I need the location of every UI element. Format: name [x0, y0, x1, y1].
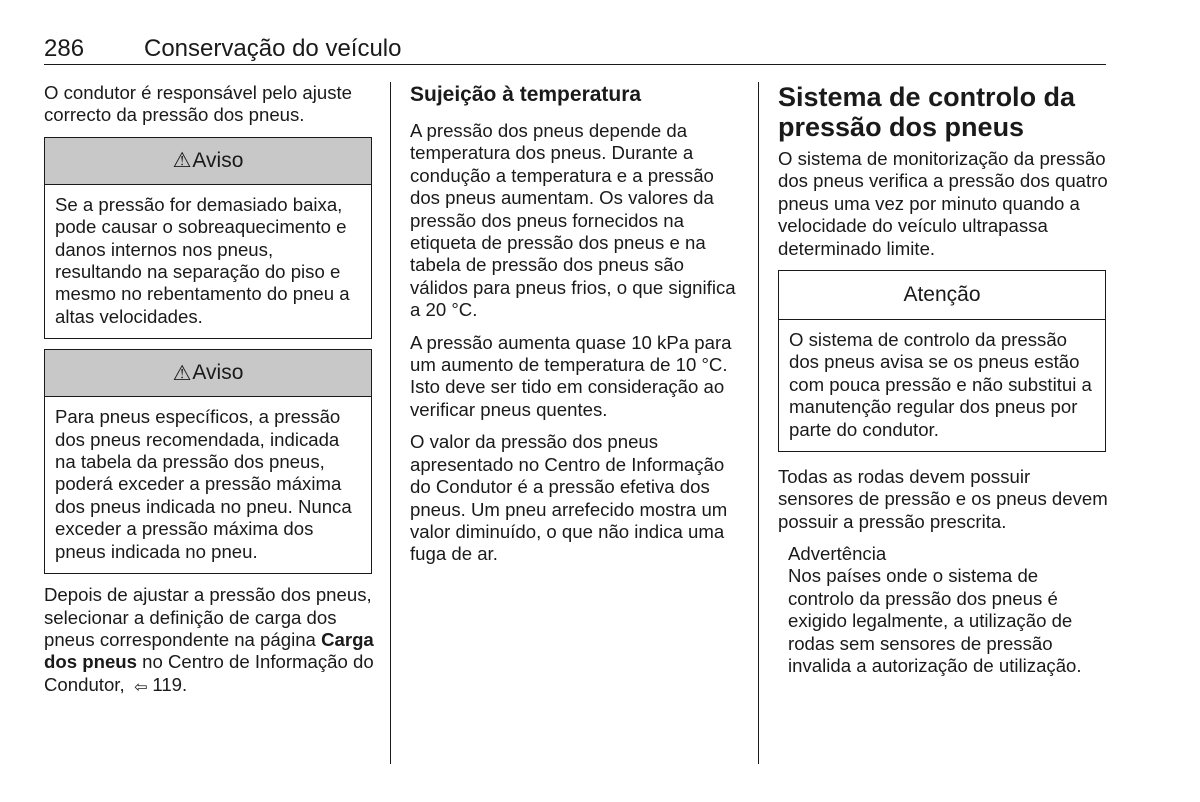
column-left — [44, 82, 374, 698]
attention-title: Atenção — [903, 283, 981, 307]
paragraph: A pressão aumenta quase 10 kPa para um aumento de temperatura de 10 °C. Isto deve ser tido em consideração ao verificar pneus quentes. — [410, 331, 732, 420]
paragraph-text: Depois de ajustar a pressão dos pneus, selecionar a definição de carga dos pneus correspondente na página — [44, 584, 372, 650]
column-middle — [410, 82, 744, 566]
warning-text: Para pneus específicos, a pressão dos pneus recomendada, indicada na tabela da pressão dos pneus, poderá exceder a pressão máxima dos pneus indicada no pneu. Nunca exceder a pressão máxima dos pneus indicada no pneu. — [55, 406, 352, 562]
note-text: Nos países onde o sistema de controlo da pressão dos pneus é exigido legalmente, a utilização de rodas sem sensores de pressão invalida a autorização de utilização. — [788, 565, 1082, 676]
column-divider — [758, 82, 759, 764]
warning-triangle-icon: ⚠ — [172, 149, 192, 173]
section-heading: Sistema de controlo da pressão dos pneus — [778, 82, 1076, 142]
warning-box — [44, 137, 372, 339]
attention-text: O sistema de controlo da pressão dos pneus avisa se os pneus estão com pouca pressão e não substitui a manutenção regular dos pneus por parte do condutor. — [789, 329, 1092, 440]
intro-paragraph: O condutor é responsável pelo ajuste correcto da pressão dos pneus. — [44, 82, 353, 126]
column-right — [778, 82, 1108, 677]
note-label: Advertência — [788, 543, 887, 565]
column-divider — [390, 82, 391, 764]
paragraph-text: no Centro de Informação do Condutor, — [44, 651, 374, 695]
warning-box — [44, 349, 372, 574]
warning-title: Aviso — [192, 148, 244, 172]
paragraph: O sistema de monitorização da pressão dos pneus verifica a pressão dos quatro pneus uma vez por minuto quando a velocidade do veículo ultrapassa determinado limite. — [778, 148, 1108, 259]
page-reference: 119. — [152, 673, 188, 695]
load-setting-paragraph — [44, 584, 374, 698]
subheading: Sujeição à temperatura — [410, 83, 642, 106]
page-title: Conservação do veículo — [144, 35, 402, 62]
paragraph: O valor da pressão dos pneus apresentado no Centro de Informação do Condutor é a pressão efetiva dos pneus. Um pneu arrefecido mostra um valor diminuído, o que não indica uma fuga de ar. — [410, 431, 728, 565]
warning-header — [45, 350, 371, 397]
attention-box — [778, 270, 1106, 452]
page-header — [44, 32, 1106, 65]
warning-title: Aviso — [192, 361, 244, 385]
paragraph: A pressão dos pneus depende da temperatura dos pneus. Durante a condução a temperatura e a pressão dos pneus aumentam. Os valores da pressão dos pneus fornecidos na etiqueta de pressão dos pneus e na tabela de pressão dos pneus são válidos para pneus frios, o que significa a 20 °C. — [410, 120, 736, 321]
paragraph: Todas as rodas devem possuir sensores de pressão e os pneus devem possuir a pressão prescrita. — [778, 466, 1108, 532]
note-block — [788, 543, 1108, 677]
warning-header — [45, 138, 371, 185]
warning-text: Se a pressão for demasiado baixa, pode causar o sobreaquecimento e danos internos nos pneus, resultando na separação do piso e mesmo no rebentamento do pneu a altas velocidades. — [55, 193, 350, 327]
attention-header — [779, 271, 1105, 320]
reference-arrow-icon: ⇩ — [130, 680, 148, 694]
warning-triangle-icon: ⚠ — [172, 361, 192, 385]
page-number: 286 — [44, 35, 85, 62]
menu-page-name: Carga dos pneus — [44, 628, 374, 673]
